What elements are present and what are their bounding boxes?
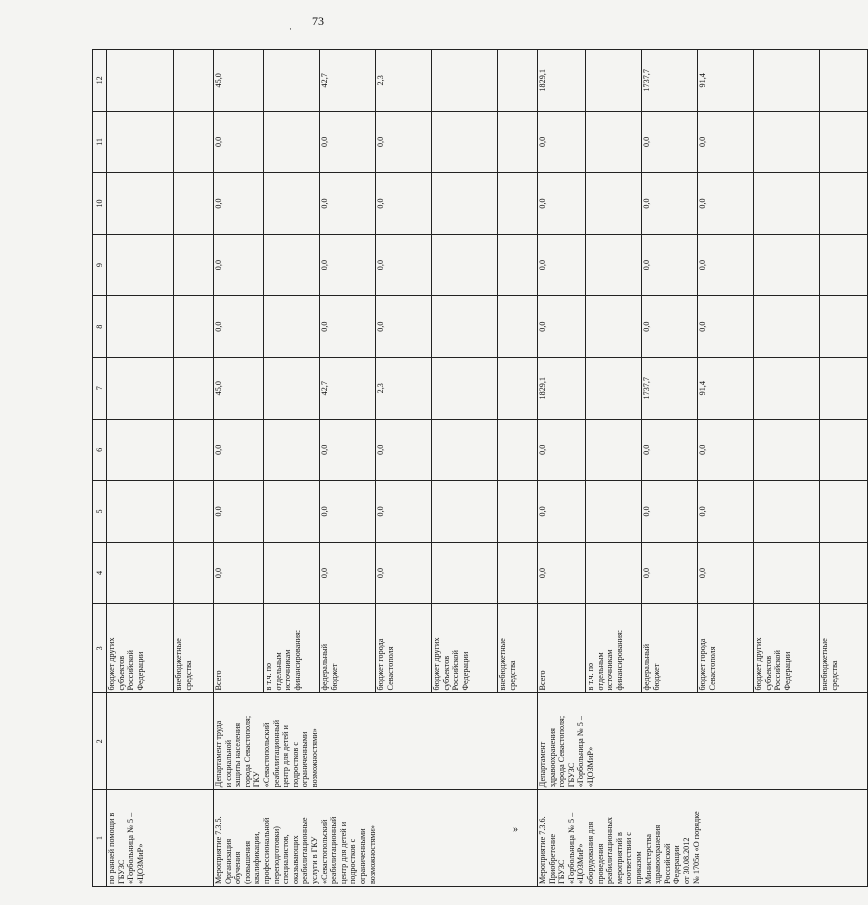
value-cell [264,50,320,112]
value-cell: 0,0 [376,234,432,296]
value-cell: 0,0 [698,234,754,296]
value-cell [264,234,320,296]
value-cell [820,419,868,481]
value-cell [498,50,538,112]
value-cell [174,234,214,296]
page-number: 73 [312,14,324,28]
value-cell [586,419,642,481]
source-cell: внебюджетные средства [174,604,214,693]
value-cell [498,542,538,604]
value-cell [754,173,820,235]
source-cell: Всего [214,604,264,693]
value-cell: 0,0 [642,419,698,481]
value-cell: 42,7 [320,357,376,419]
column-number: 2 [93,693,107,790]
source-cell: бюджет города Севастополя [698,604,754,693]
value-cell: 0,0 [376,111,432,173]
activity-cell: по ранней помощи в ГБУЗС «Горбольница № 5 – «ЦОЗМиР» [107,790,214,887]
value-cell: 0,0 [214,173,264,235]
value-cell [174,419,214,481]
column-number: 11 [93,111,107,173]
value-cell [586,357,642,419]
value-cell: 0,0 [320,234,376,296]
value-cell [264,419,320,481]
column-number: 1 [93,790,107,887]
value-cell: 0,0 [214,234,264,296]
value-cell [174,481,214,543]
value-cell: 0,0 [538,111,586,173]
value-cell: 0,0 [320,542,376,604]
value-cell [754,542,820,604]
value-cell [586,296,642,358]
value-cell [107,50,174,112]
source-cell: бюджет города Севастополя [376,604,432,693]
value-cell [498,296,538,358]
value-cell: 0,0 [538,419,586,481]
value-cell [107,111,174,173]
rotated-table-container [92,49,839,887]
executor-cell [107,693,214,790]
value-cell [432,357,498,419]
value-cell [586,111,642,173]
value-cell: 0,0 [214,419,264,481]
value-cell [174,111,214,173]
value-cell [107,357,174,419]
value-cell [174,357,214,419]
executor-cell: Департамент труда и социальной защиты населения города Севастополя; ГКУ «Севастопольский реабилитационный центр для детей и подростков с ограниченными возможностями» [214,693,538,790]
value-cell [820,481,868,543]
value-cell: 42,7 [320,50,376,112]
value-cell [820,234,868,296]
value-cell: 2,3 [376,357,432,419]
value-cell [107,296,174,358]
value-cell [432,542,498,604]
value-cell: 2,3 [376,50,432,112]
value-cell [754,111,820,173]
value-cell: 0,0 [642,542,698,604]
value-cell: 0,0 [698,419,754,481]
value-cell: 0,0 [320,173,376,235]
source-cell: федеральный бюджет [320,604,376,693]
value-cell: 0,0 [320,296,376,358]
value-cell [498,357,538,419]
source-cell: внебюджетные средства [820,604,868,693]
value-cell: 45,0 [214,50,264,112]
value-cell [586,173,642,235]
value-cell [586,50,642,112]
value-cell: 0,0 [538,296,586,358]
value-cell: 0,0 [538,481,586,543]
value-cell: 0,0 [214,111,264,173]
value-cell: 91,4 [698,50,754,112]
value-cell [107,173,174,235]
table-row [107,50,174,887]
value-cell: 1737,7 [642,50,698,112]
value-cell [432,173,498,235]
column-number: 3 [93,604,107,693]
column-number: 4 [93,542,107,604]
table-row [214,50,264,887]
value-cell [264,111,320,173]
value-cell: 0,0 [214,481,264,543]
column-number-row [93,50,107,887]
value-cell [174,173,214,235]
value-cell: 1737,7 [642,357,698,419]
value-cell [820,173,868,235]
value-cell: 0,0 [320,481,376,543]
source-cell: бюджет других субъектов Российской Федерации [107,604,174,693]
activity-cell: Мероприятие 7.3.5. Организация обучения (повышения квалификации, профессиональной переподготовки) специалистов, оказывающих реабилитационные услуги в ГКУ «Севастопольский реабилитационный центр для детей и подростков с ограниченными возможностями» [214,790,538,887]
value-cell [174,296,214,358]
value-cell: 1829,1 [538,50,586,112]
value-cell [820,50,868,112]
source-cell: в т.ч. по отдельным источникам финансирования: [586,604,642,693]
value-cell: 45,0 [214,357,264,419]
value-cell: 0,0 [642,234,698,296]
value-cell [264,542,320,604]
value-cell [432,234,498,296]
value-cell [586,234,642,296]
funding-table [92,49,868,887]
value-cell: 1829,1 [538,357,586,419]
value-cell: 0,0 [376,481,432,543]
value-cell [107,542,174,604]
value-cell: 0,0 [538,173,586,235]
value-cell: 0,0 [698,111,754,173]
value-cell [754,296,820,358]
source-cell: внебюджетные средства [498,604,538,693]
value-cell [107,481,174,543]
executor-cell: Департамент здравоохранения города Севастополя; ГБУЗС «Горбольница № 5 – «ЦОЗМиР» [538,693,868,790]
source-cell: Всего [538,604,586,693]
value-cell [498,111,538,173]
value-cell: 0,0 [376,296,432,358]
value-cell [107,234,174,296]
value-cell [754,50,820,112]
value-cell [754,419,820,481]
value-cell [498,234,538,296]
column-number: 7 [93,357,107,419]
value-cell [264,296,320,358]
value-cell [498,173,538,235]
value-cell [264,481,320,543]
value-cell [432,481,498,543]
column-number: 8 [93,296,107,358]
value-cell: 0,0 [320,419,376,481]
value-cell [586,542,642,604]
source-cell: в т.ч. по отдельным источникам финансирования: [264,604,320,693]
value-cell: 0,0 [376,173,432,235]
value-cell: 0,0 [376,542,432,604]
column-number: 9 [93,234,107,296]
value-cell [820,111,868,173]
column-number: 6 [93,419,107,481]
value-cell: 0,0 [214,296,264,358]
value-cell [432,111,498,173]
value-cell [820,542,868,604]
value-cell: 0,0 [642,111,698,173]
value-cell [264,173,320,235]
source-cell: бюджет других субъектов Российской Федерации [754,604,820,693]
value-cell [820,296,868,358]
value-cell: 0,0 [698,542,754,604]
value-cell [820,357,868,419]
value-cell: 91,4 [698,357,754,419]
source-cell: федеральный бюджет [642,604,698,693]
value-cell [754,234,820,296]
header-dot: · [289,24,292,34]
value-cell [174,542,214,604]
value-cell [498,419,538,481]
value-cell: 0,0 [698,173,754,235]
value-cell [264,357,320,419]
value-cell: 0,0 [538,234,586,296]
value-cell [754,357,820,419]
value-cell [586,481,642,543]
value-cell: 0,0 [642,173,698,235]
source-cell: бюджет других субъектов Российской Федерации [432,604,498,693]
value-cell: 0,0 [320,111,376,173]
value-cell [432,419,498,481]
activity-cell: Мероприятие 7.3.6. Приобретение ГБУЗС «Горбольница № 5 – «ЦОЗМиР» оборудования для проведения реабилитационных мероприятий в соответствии с приказом Министерства здравоохранения Российской Федерации от 30.08.2012 № 1705н «О порядке [538,790,868,887]
column-number: 12 [93,50,107,112]
value-cell [754,481,820,543]
value-cell [432,50,498,112]
column-number: 5 [93,481,107,543]
value-cell: 0,0 [698,481,754,543]
bottom-mark: » [513,824,518,835]
value-cell [107,419,174,481]
value-cell: 0,0 [538,542,586,604]
value-cell [432,296,498,358]
value-cell: 0,0 [376,419,432,481]
value-cell: 0,0 [698,296,754,358]
table-row [538,50,586,887]
value-cell: 0,0 [642,296,698,358]
value-cell [498,481,538,543]
value-cell [174,50,214,112]
value-cell: 0,0 [642,481,698,543]
column-number: 10 [93,173,107,235]
value-cell: 0,0 [214,542,264,604]
